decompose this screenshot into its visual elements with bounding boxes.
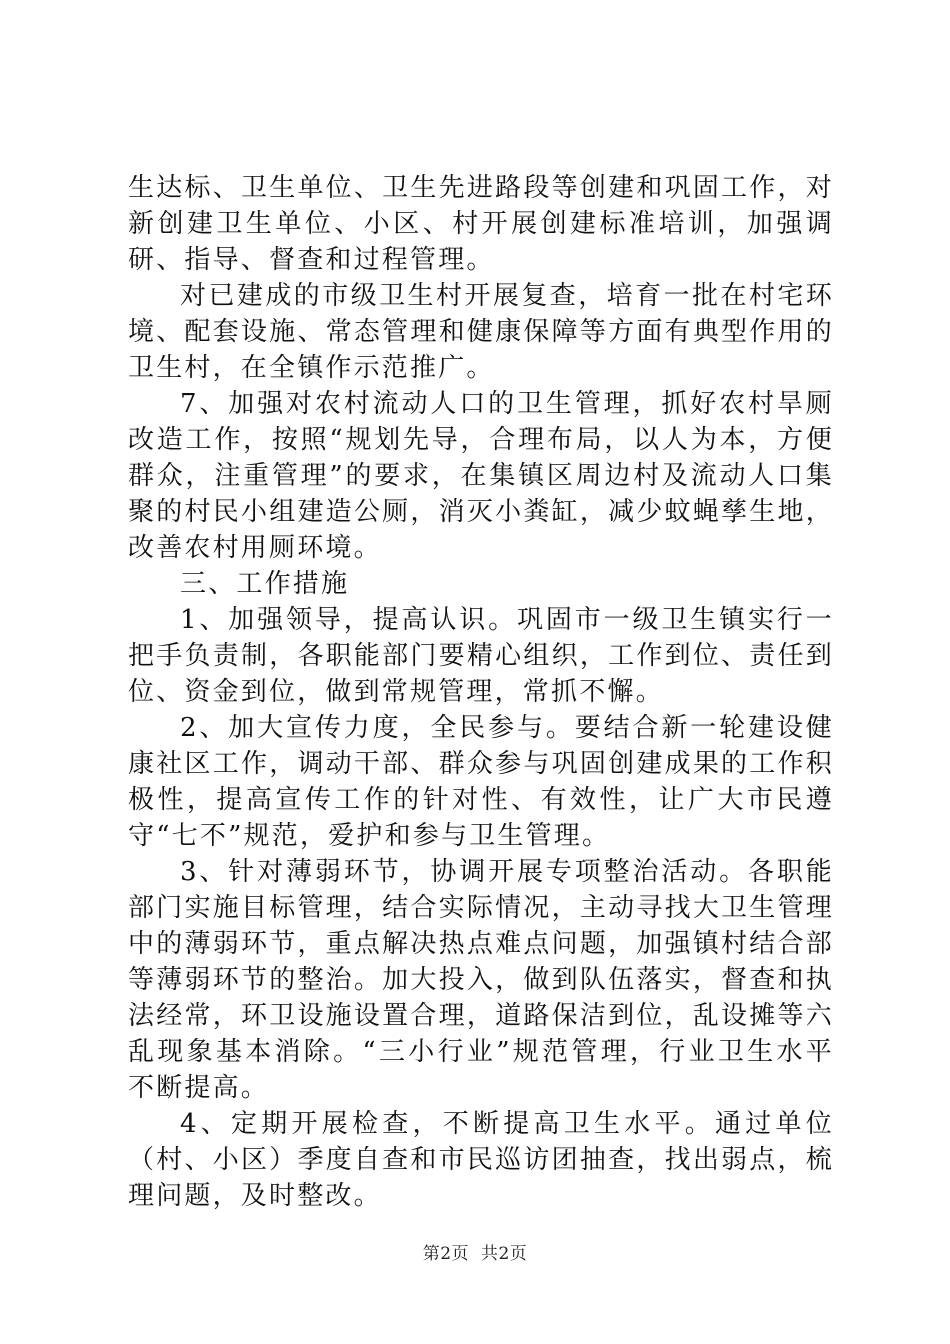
section-heading-measures: 三、工作措施 bbox=[180, 569, 350, 599]
paragraph-measure-2: 2、加大宣传力度，全民参与。要结合新一轮建设健康社区工作，调动干部、群众参与巩固创建成果的工作积极性，提高宣传工作的针对性、有效性，让广大市民遵守“七不”规范，爱护和参与卫生管理。 bbox=[128, 713, 834, 851]
document-body bbox=[128, 170, 834, 1214]
paragraph-measure-3: 3、针对薄弱环节，协调开展专项整治活动。各职能部门实施目标管理，结合实际情况，主动寻找大卫生管理中的薄弱环节，重点解决热点难点问题，加强镇村结合部等薄弱环节的整治。加大投入，做到队伍落实，督查和执法经常，环卫设施设置合理，道路保洁到位，乱设摊等六乱现象基本消除。“三小行业”规范管理，行业卫生水平不断提高。 bbox=[128, 857, 834, 1103]
page-total: 共2页 bbox=[480, 1244, 528, 1264]
paragraph-item-7: 7、加强对农村流动人口的卫生管理，抓好农村旱厕改造工作，按照“规划先导，合理布局，以人为本，方便群众，注重管理”的要求，在集镇区周边村及流动人口集聚的村民小组建造公厕，消灭小粪缸，减少蚊蝇孳生地，改善农村用厕环境。 bbox=[128, 389, 834, 563]
paragraph-measure-1: 1、加强领导，提高认识。巩固市一级卫生镇实行一把手负责制，各职能部门要精心组织，工作到位、责任到位、资金到位，做到常规管理，常抓不懈。 bbox=[128, 605, 834, 707]
paragraph-continuation: 生达标、卫生单位、卫生先进路段等创建和巩固工作，对新创建卫生单位、小区、村开展创建标准培训，加强调研、指导、督查和过程管理。 bbox=[128, 173, 834, 275]
paragraph-measure-4: 4、定期开展检查，不断提高卫生水平。通过单位（村、小区）季度自查和市民巡访团抽查，找出弱点，梳理问题，及时整改。 bbox=[128, 1109, 834, 1211]
page-footer bbox=[0, 1244, 950, 1264]
page-number: 第2页 bbox=[422, 1244, 470, 1264]
paragraph-village-review: 对已建成的市级卫生村开展复查，培育一批在村宅环境、配套设施、常态管理和健康保障等方面有典型作用的卫生村，在全镇作示范推广。 bbox=[128, 281, 834, 383]
